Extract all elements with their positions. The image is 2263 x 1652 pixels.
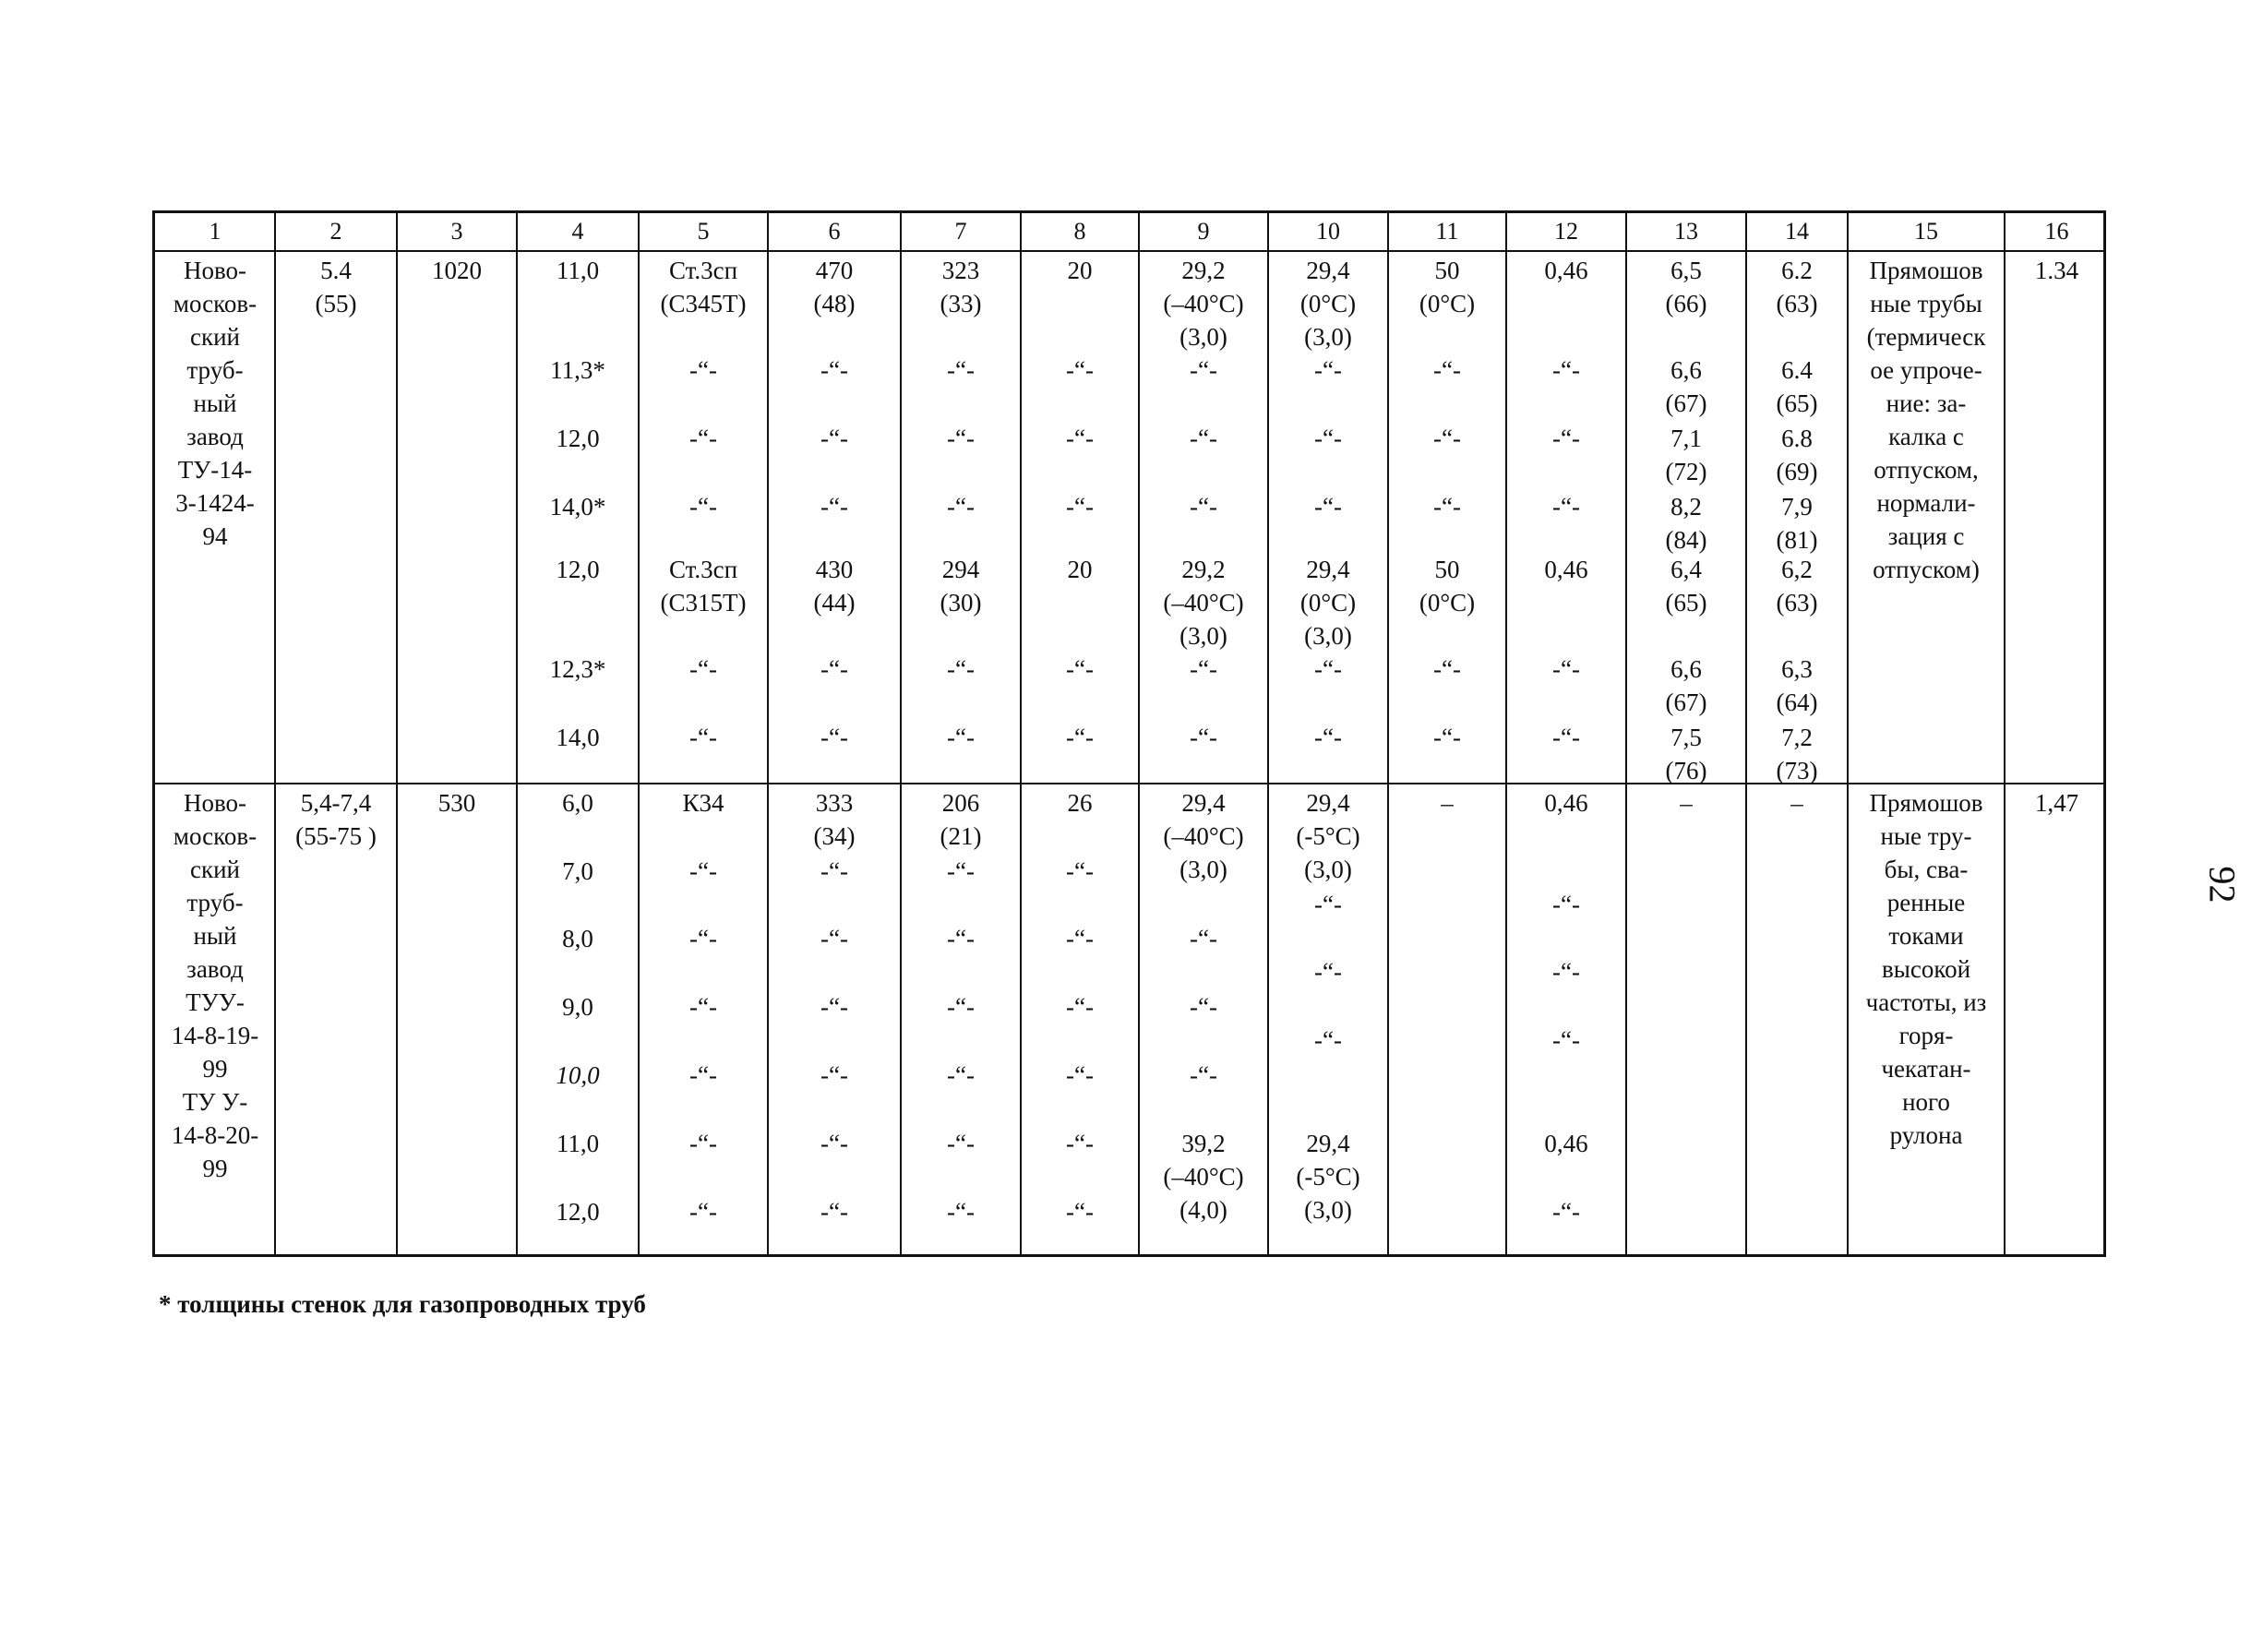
table-cell: 6.8 (69) xyxy=(1776,425,1818,485)
table-cell: 29,2 (–40°С) (3,0) xyxy=(1163,556,1244,650)
table-cell: -“- xyxy=(689,993,717,1021)
coefficient-cell: 1.34 xyxy=(2034,257,2079,284)
table-cell: -“- xyxy=(947,925,975,952)
table-cell: К34 xyxy=(682,789,724,817)
table-cell: 7,1 (72) xyxy=(1665,425,1707,485)
table-cell: 7,9 (81) xyxy=(1776,493,1818,554)
table-cell: -“- xyxy=(1433,493,1461,521)
diameter-ratio-cell: 5,4-7,4 (55-75 ) xyxy=(295,789,377,850)
table-cell: 29,2 (–40°С) (3,0) xyxy=(1163,257,1244,351)
table-cell: -“- xyxy=(1552,493,1580,521)
table-cell: Ст.3сп (С345Т) xyxy=(660,257,747,317)
column-header: 14 xyxy=(1785,218,1809,245)
table-cell: 0,46 xyxy=(1544,257,1588,284)
footnote: * толщины стенок для газопроводных труб xyxy=(159,1290,646,1318)
page-number: 92 xyxy=(2201,866,2244,904)
table-cell: 50 (0°С) xyxy=(1419,556,1476,617)
table-cell: -“- xyxy=(1433,356,1461,384)
table-cell: 7,2 (73) xyxy=(1776,724,1818,784)
table-cell: -“- xyxy=(689,724,717,751)
table-cell: -“- xyxy=(1314,493,1342,521)
table-cell: 11,0 xyxy=(556,1130,600,1157)
table-cell: 333 (34) xyxy=(813,789,856,850)
data-table xyxy=(152,210,2106,1257)
table-cell: 430 (44) xyxy=(813,556,856,617)
table-cell: -“- xyxy=(1552,1026,1580,1054)
table-cell: -“- xyxy=(820,655,848,683)
table-cell: -“- xyxy=(689,1198,717,1226)
table-cell: 14,0* xyxy=(549,493,606,521)
column-header: 10 xyxy=(1316,218,1340,245)
table-cell: -“- xyxy=(1552,356,1580,384)
table-cell: -“- xyxy=(820,925,848,952)
table-cell: -“- xyxy=(1314,356,1342,384)
table-cell: 6,3 (64) xyxy=(1776,655,1818,716)
diameter-cell: 530 xyxy=(437,789,476,817)
table-cell: -“- xyxy=(820,993,848,1021)
table-cell: -“- xyxy=(1190,425,1217,452)
column-header: 4 xyxy=(571,218,584,245)
table-cell: -“- xyxy=(1190,993,1217,1021)
table-cell: -“- xyxy=(820,1130,848,1157)
table-cell: -“- xyxy=(1552,425,1580,452)
table-cell: -“- xyxy=(1066,993,1094,1021)
table-cell: 29,4 (-5°С) (3,0) xyxy=(1296,1130,1360,1224)
table-cell: 8,0 xyxy=(562,925,593,952)
table-cell: 14,0 xyxy=(556,724,600,751)
table-cell: 7,5 (76) xyxy=(1665,724,1707,784)
table-cell: 12,3* xyxy=(549,655,606,683)
column-header: 1 xyxy=(209,218,222,245)
table-cell: 39,2 (–40°С) (4,0) xyxy=(1163,1130,1244,1224)
table-cell: -“- xyxy=(1314,655,1342,683)
column-header: 8 xyxy=(1073,218,1086,245)
table-cell: 11,3* xyxy=(550,356,605,384)
table-cell: -“- xyxy=(947,993,975,1021)
table-cell: -“- xyxy=(947,493,975,521)
table-cell: -“- xyxy=(1066,493,1094,521)
table-cell: -“- xyxy=(1552,655,1580,683)
table-cell: 6,6 (67) xyxy=(1665,655,1707,716)
column-header: 13 xyxy=(1674,218,1698,245)
column-header: 11 xyxy=(1435,218,1459,245)
pipe-type-cell: Прямошов ные тру- бы, сва- ренные токами высокой частоты, из горя- чекатан- ного рулона xyxy=(1865,789,1987,1149)
table-cell: -“- xyxy=(689,493,717,521)
table-cell: -“- xyxy=(689,1130,717,1157)
table-cell: 9,0 xyxy=(562,993,593,1021)
table-cell: -“- xyxy=(820,857,848,885)
table-cell: -“- xyxy=(820,724,848,751)
table-cell: – xyxy=(1441,789,1454,817)
table-cell: 6,5 (66) xyxy=(1665,257,1707,317)
table-cell: -“- xyxy=(1433,655,1461,683)
table-cell: -“- xyxy=(820,425,848,452)
table-cell: -“- xyxy=(947,655,975,683)
table-cell: 12,0 xyxy=(556,425,600,452)
table-cell: 0,46 xyxy=(1544,1130,1588,1157)
table-cell: -“- xyxy=(1066,1061,1094,1089)
table-cell: -“- xyxy=(820,356,848,384)
table-cell: 29,4 (-5°С) (3,0) xyxy=(1296,789,1360,883)
table-cell: -“- xyxy=(1190,925,1217,952)
table-cell: 6.2 (63) xyxy=(1776,257,1818,317)
table-cell: -“- xyxy=(1552,891,1580,918)
table-cell: -“- xyxy=(689,925,717,952)
diameter-cell: 1020 xyxy=(432,257,482,284)
table-cell: 29,4 (0°С) (3,0) xyxy=(1299,556,1357,650)
table-cell: -“- xyxy=(1066,925,1094,952)
table-cell: -“- xyxy=(1314,1026,1342,1054)
table-cell: -“- xyxy=(1190,493,1217,521)
table-cell: 26 xyxy=(1067,789,1093,817)
table-cell: -“- xyxy=(689,425,717,452)
table-cell: -“- xyxy=(1066,1130,1094,1157)
column-header: 16 xyxy=(2044,218,2069,245)
table-cell: 11,0 xyxy=(556,257,600,284)
table-cell: -“- xyxy=(1314,425,1342,452)
table-cell: -“- xyxy=(947,1198,975,1226)
table-cell: 12,0 xyxy=(556,556,600,583)
table-cell: -“- xyxy=(689,356,717,384)
table-cell: 6.4 (65) xyxy=(1776,356,1818,417)
table-cell: -“- xyxy=(820,1198,848,1226)
table-cell: -“- xyxy=(947,356,975,384)
table-cell: -“- xyxy=(1066,724,1094,751)
table-cell: -“- xyxy=(820,1061,848,1089)
table-cell: -“- xyxy=(1066,356,1094,384)
column-header: 9 xyxy=(1197,218,1210,245)
table-cell: 294 (30) xyxy=(940,556,982,617)
table-cell: -“- xyxy=(947,1061,975,1089)
table-cell: -“- xyxy=(1066,1198,1094,1226)
table-cell: -“- xyxy=(1433,724,1461,751)
table-cell: 12,0 xyxy=(556,1198,600,1226)
row-divider xyxy=(155,250,2103,252)
column-header: 2 xyxy=(329,218,342,245)
table-cell: -“- xyxy=(1190,724,1217,751)
table-cell: -“- xyxy=(947,425,975,452)
pipe-type-cell: Прямошов ные трубы (термическ ое упроче- ние: за- калка с отпуском, нормали- зация с отпуском) xyxy=(1866,257,1986,583)
table-cell: Ст.3сп (С315Т) xyxy=(660,556,747,617)
table-cell: 323 (33) xyxy=(940,257,982,317)
table-cell: 8,2 (84) xyxy=(1665,493,1707,554)
table-cell: 0,46 xyxy=(1544,789,1588,817)
column-divider xyxy=(396,213,398,1254)
dash-cell: – xyxy=(1790,789,1803,817)
table-cell: 470 (48) xyxy=(813,257,856,317)
table-cell: -“- xyxy=(820,493,848,521)
table-cell: -“- xyxy=(689,857,717,885)
column-header: 3 xyxy=(450,218,463,245)
table-cell: -“- xyxy=(1552,724,1580,751)
coefficient-cell: 1,47 xyxy=(2034,789,2079,817)
table-cell: 7,0 xyxy=(562,857,593,885)
table-cell: 29,4 (0°С) (3,0) xyxy=(1299,257,1357,351)
table-cell: 10,0 xyxy=(556,1061,600,1089)
table-cell: 206 (21) xyxy=(940,789,982,850)
table-cell: -“- xyxy=(1433,425,1461,452)
producer-cell: Ново- москов- ский труб- ный завод ТУУ- 14-8-19- 99 ТУ У- 14-8-20- 99 xyxy=(171,789,259,1182)
table-cell: -“- xyxy=(1066,857,1094,885)
table-cell: 29,4 (–40°С) (3,0) xyxy=(1163,789,1244,883)
table-cell: -“- xyxy=(1314,958,1342,986)
table-cell: -“- xyxy=(1552,958,1580,986)
column-header: 6 xyxy=(828,218,841,245)
table-cell: 0,46 xyxy=(1544,556,1588,583)
diameter-ratio-cell: 5.4 (55) xyxy=(315,257,357,317)
table-cell: -“- xyxy=(947,724,975,751)
table-cell: -“- xyxy=(947,857,975,885)
column-header: 15 xyxy=(1914,218,1938,245)
table-cell: 20 xyxy=(1067,257,1093,284)
dash-cell: – xyxy=(1680,789,1693,817)
table-cell: 6,4 (65) xyxy=(1665,556,1707,617)
table-cell: -“- xyxy=(1314,891,1342,918)
table-cell: -“- xyxy=(1190,655,1217,683)
table-cell: -“- xyxy=(1066,425,1094,452)
table-cell: -“- xyxy=(947,1130,975,1157)
table-cell: 6,0 xyxy=(562,789,593,817)
table-cell: -“- xyxy=(1314,724,1342,751)
table-cell: -“- xyxy=(689,655,717,683)
column-header: 12 xyxy=(1554,218,1578,245)
column-header: 5 xyxy=(697,218,710,245)
table-cell: -“- xyxy=(1190,356,1217,384)
table-cell: -“- xyxy=(1552,1198,1580,1226)
table-cell: 6,2 (63) xyxy=(1776,556,1818,617)
table-cell: -“- xyxy=(1190,1061,1217,1089)
table-cell: 20 xyxy=(1067,556,1093,583)
table-cell: 6,6 (67) xyxy=(1665,356,1707,417)
column-header: 7 xyxy=(954,218,967,245)
table-cell: 50 (0°С) xyxy=(1419,257,1476,317)
table-cell: -“- xyxy=(689,1061,717,1089)
producer-cell: Ново- москов- ский труб- ный завод ТУ-14- 3-1424- 94 xyxy=(173,257,257,550)
table-cell: -“- xyxy=(1066,655,1094,683)
